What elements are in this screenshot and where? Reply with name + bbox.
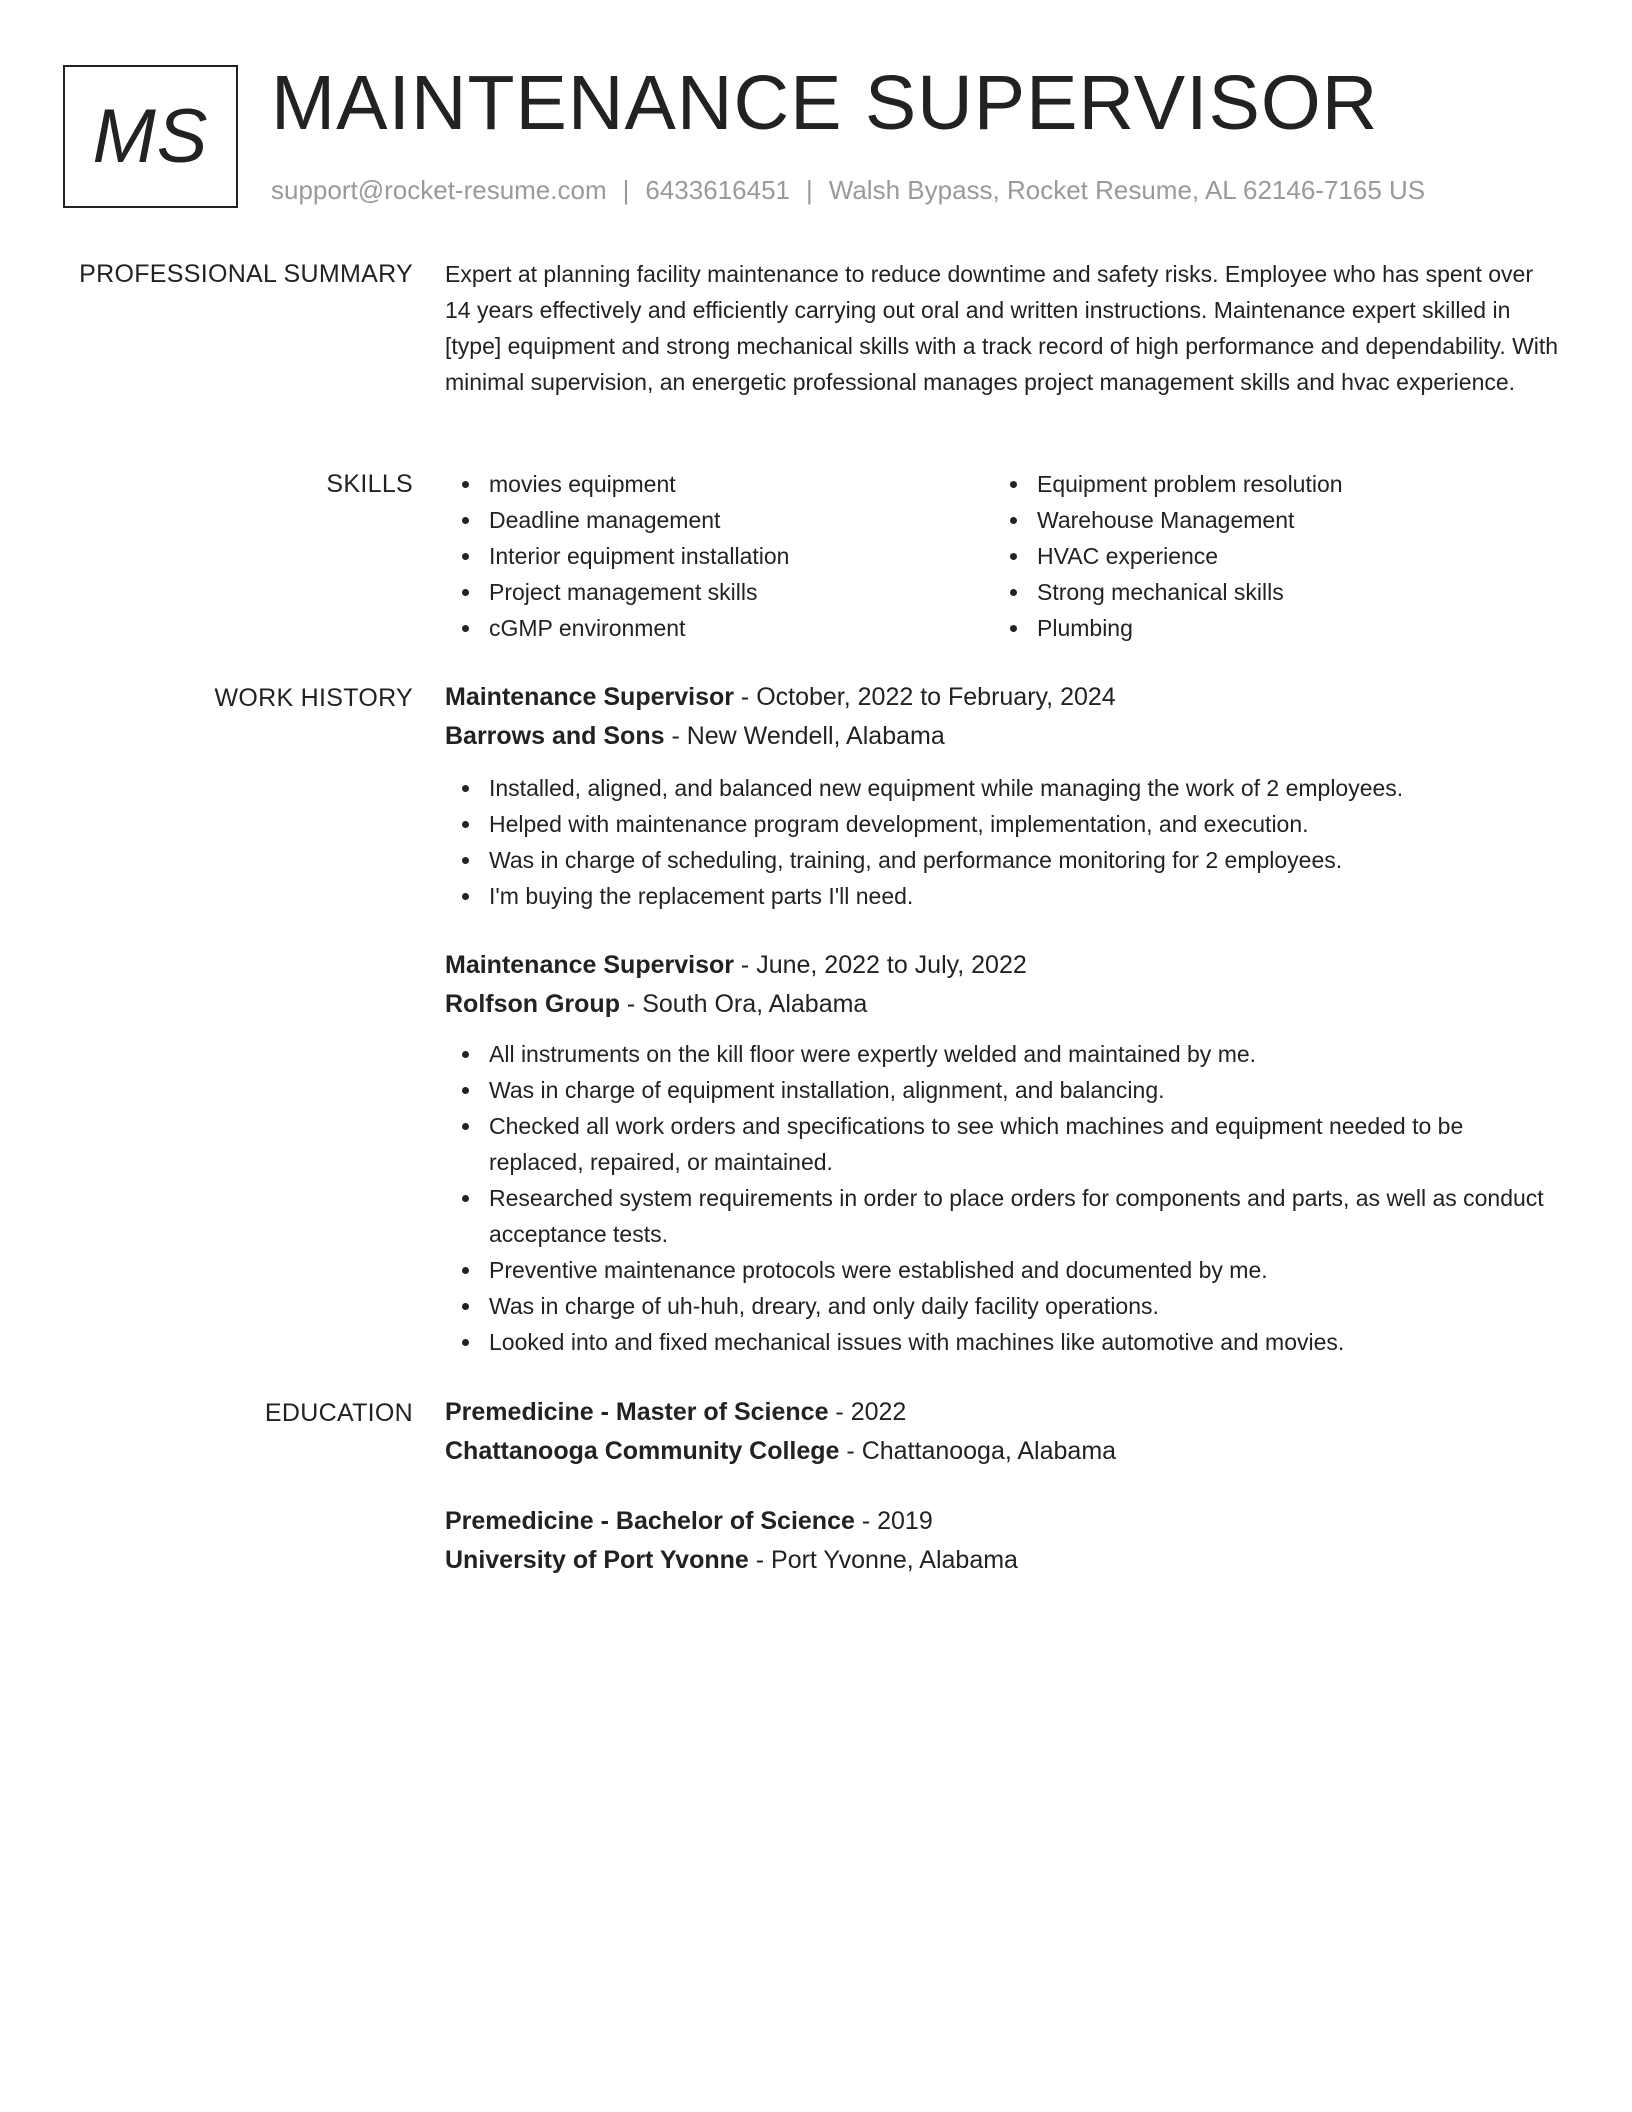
job-title: Maintenance Supervisor — [445, 683, 734, 711]
education-entry — [445, 1502, 1560, 1580]
job-duty: Helped with maintenance program development, implementation, and execution. — [445, 806, 1560, 842]
section-label: PROFESSIONAL SUMMARY — [79, 260, 413, 288]
monogram-initials: MS — [63, 65, 238, 208]
skills-list-left — [445, 466, 993, 646]
section-label: WORK HISTORY — [214, 684, 413, 712]
job-duty: Looked into and fixed mechanical issues with machines like automotive and movies. — [445, 1324, 1560, 1360]
skill-item: Plumbing — [993, 610, 1541, 646]
section-label: EDUCATION — [264, 1399, 413, 1427]
job-duties-list — [445, 770, 1560, 914]
job-company-line: Rolfson Group - South Ora, Alabama — [445, 990, 868, 1018]
contact-phone[interactable]: 6433616451 — [645, 175, 790, 205]
skills-columns — [445, 466, 1560, 646]
job-title-line: Maintenance Supervisor - October, 2022 to February, 2024 — [445, 683, 1116, 711]
skill-item: cGMP environment — [445, 610, 993, 646]
degree-year: 2019 — [877, 1507, 933, 1535]
skill-item: Interior equipment installation — [445, 538, 993, 574]
contact-separator: | — [622, 175, 630, 205]
job-duties-list — [445, 1036, 1560, 1360]
degree-year: 2022 — [850, 1398, 907, 1426]
degree-line: Premedicine - Master of Science - 2022 — [445, 1398, 907, 1426]
job-duty: Checked all work orders and specifications to see which machines and equipment needed to be replaced, repaired, or maintained. — [445, 1108, 1560, 1180]
job-title: Maintenance Supervisor — [445, 951, 734, 979]
school: Chattanooga Community College — [445, 1437, 840, 1465]
summary-text: Expert at planning facility maintenance to reduce downtime and safety risks. Employee who has spent over 14 years effectively and efficiently carrying out oral and written instructions. Maintenance expert skilled in [type] equipment and strong mechanical skills with a track record of high performance and dependability. With minimal supervision, an energetic professional manages project management skills and hvac experience. — [445, 261, 1559, 395]
school-line: University of Port Yvonne - Port Yvonne, Alabama — [445, 1546, 1018, 1574]
job-duty: Was in charge of equipment installation, alignment, and balancing. — [445, 1072, 1560, 1108]
contact-address: Walsh Bypass, Rocket Resume, AL 62146-7165 US — [828, 175, 1426, 205]
job-duty: All instruments on the kill floor were expertly welded and maintained by me. — [445, 1036, 1560, 1072]
school-location: Chattanooga, Alabama — [861, 1437, 1117, 1465]
job-location: New Wendell, Alabama — [686, 722, 945, 750]
skill-item: movies equipment — [445, 466, 993, 502]
contact-separator: | — [806, 175, 813, 205]
degree: Premedicine - Bachelor of Science — [445, 1507, 855, 1535]
job-company: Barrows and Sons — [445, 722, 665, 750]
job-title-line: Maintenance Supervisor - June, 2022 to July, 2022 — [445, 951, 1027, 979]
job-duty: Was in charge of uh-huh, dreary, and only daily facility operations. — [445, 1288, 1560, 1324]
contact-email[interactable]: support@rocket-resume.com — [271, 175, 607, 205]
resume-title: MAINTENANCE SUPERVISOR — [271, 60, 1379, 146]
skill-item: Equipment problem resolution — [993, 466, 1541, 502]
education-entry — [445, 1393, 1560, 1471]
job-location: South Ora, Alabama — [642, 990, 868, 1018]
job-entry — [445, 678, 1560, 914]
job-duty: Preventive maintenance protocols were established and documented by me. — [445, 1252, 1560, 1288]
school-location: Port Yvonne, Alabama — [771, 1546, 1018, 1574]
resume-header — [63, 60, 1563, 210]
skill-item: Warehouse Management — [993, 502, 1541, 538]
section-label: SKILLS — [326, 470, 413, 498]
contact-line — [271, 175, 1425, 206]
job-dates: October, 2022 to February, 2024 — [756, 683, 1116, 711]
job-company-line: Barrows and Sons - New Wendell, Alabama — [445, 722, 945, 750]
skill-item: HVAC experience — [993, 538, 1541, 574]
job-entry — [445, 946, 1560, 1360]
degree: Premedicine - Master of Science — [445, 1398, 829, 1426]
skills-list-right — [993, 466, 1541, 646]
school-line: Chattanooga Community College - Chattanooga, Alabama — [445, 1437, 1117, 1465]
job-company: Rolfson Group — [445, 990, 620, 1018]
skill-item: Deadline management — [445, 502, 993, 538]
job-duty: Was in charge of scheduling, training, and performance monitoring for 2 employees. — [445, 842, 1560, 878]
school: University of Port Yvonne — [445, 1546, 749, 1574]
skill-item: Project management skills — [445, 574, 993, 610]
job-duty: Researched system requirements in order to place orders for components and parts, as well as conduct acceptance tests. — [445, 1180, 1560, 1252]
job-duty: I'm buying the replacement parts I'll need. — [445, 878, 1560, 914]
skill-item: Strong mechanical skills — [993, 574, 1541, 610]
job-dates: June, 2022 to July, 2022 — [756, 951, 1027, 979]
degree-line: Premedicine - Bachelor of Science - 2019 — [445, 1507, 933, 1535]
job-duty: Installed, aligned, and balanced new equipment while managing the work of 2 employees. — [445, 770, 1560, 806]
